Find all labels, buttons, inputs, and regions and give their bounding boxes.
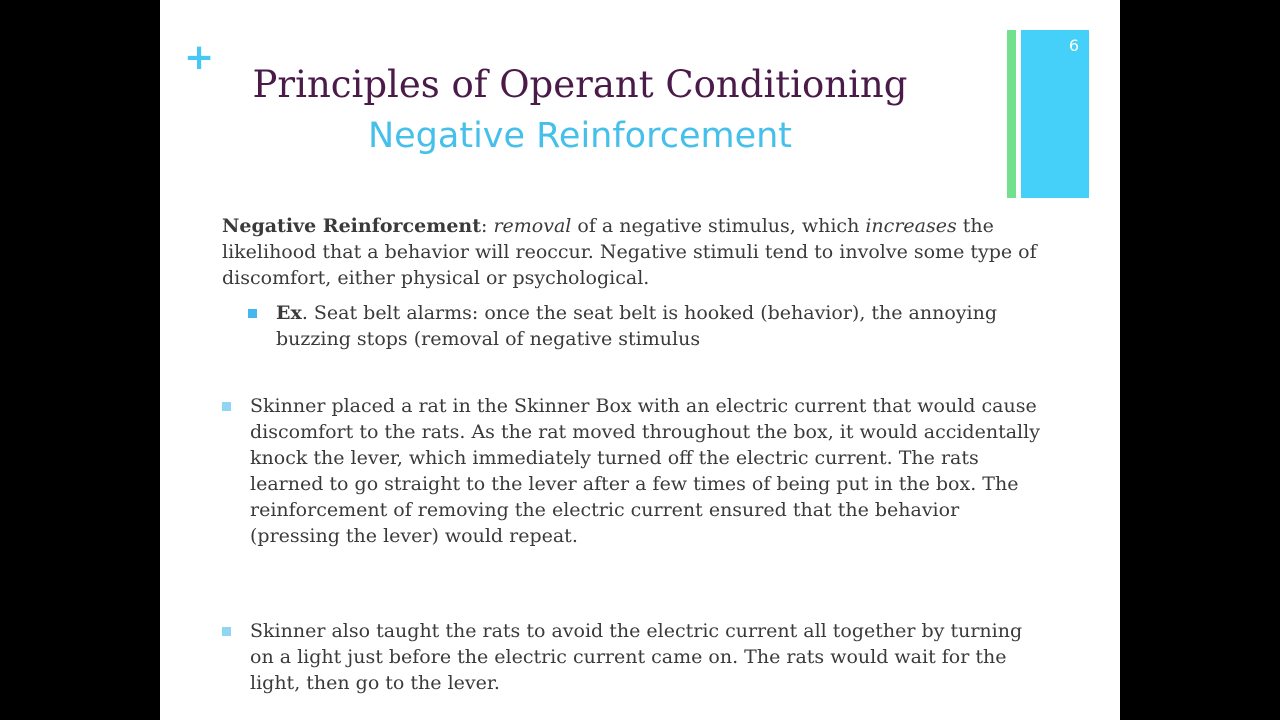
slide-number: 6 bbox=[1068, 36, 1079, 55]
bullet-text: Skinner also taught the rats to avoid the electric current all together by turning on a light just before the electric current came on. The rats would wait for the light, then go to the lever. bbox=[250, 620, 1023, 694]
accent-bar-blue bbox=[1021, 30, 1089, 198]
definition-colon: : bbox=[481, 215, 494, 237]
square-bullet-icon bbox=[222, 627, 231, 636]
example-label: Ex bbox=[276, 302, 302, 324]
example-text: . Seat belt alarms: once the seat belt is hooked (behavior), the annoying buzzing stops (removal of negative stimulus bbox=[276, 302, 998, 350]
definition-emphasis-removal: removal bbox=[493, 215, 572, 237]
bullet-text: Skinner placed a rat in the Skinner Box with an electric current that would cause discomfort to the rats. As the rat moved throughout the box, it would accidentally knock the lever, which immediately turned off the electric current. The rats learned to go straight to the lever after a few times of being put in the box. The reinforcement of removing the electric current ensured that the behavior (pressing the lever) would repeat. bbox=[250, 395, 1040, 547]
square-bullet-icon bbox=[248, 309, 257, 318]
slide bbox=[160, 0, 1120, 720]
list-item bbox=[222, 618, 1042, 696]
list-item bbox=[222, 393, 1042, 549]
definition-text-part2: the likelihood that a behavior will reoccur. Negative stimuli tend to involve some type of discomfort, either physical or psychological. bbox=[222, 215, 1037, 289]
definition-emphasis-increases: increases bbox=[865, 215, 957, 237]
example-bullet bbox=[248, 300, 1038, 352]
definition-text-part1: of a negative stimulus, which bbox=[571, 215, 866, 237]
square-bullet-icon bbox=[222, 402, 231, 411]
definition-term: Negative Reinforcement bbox=[222, 215, 481, 237]
slide-subtitle: Negative Reinforcement bbox=[367, 116, 793, 156]
plus-icon: + bbox=[184, 37, 215, 78]
accent-bar-green bbox=[1007, 30, 1016, 198]
slide-title: Principles of Operant Conditioning bbox=[252, 63, 908, 106]
definition-paragraph bbox=[222, 213, 1052, 291]
